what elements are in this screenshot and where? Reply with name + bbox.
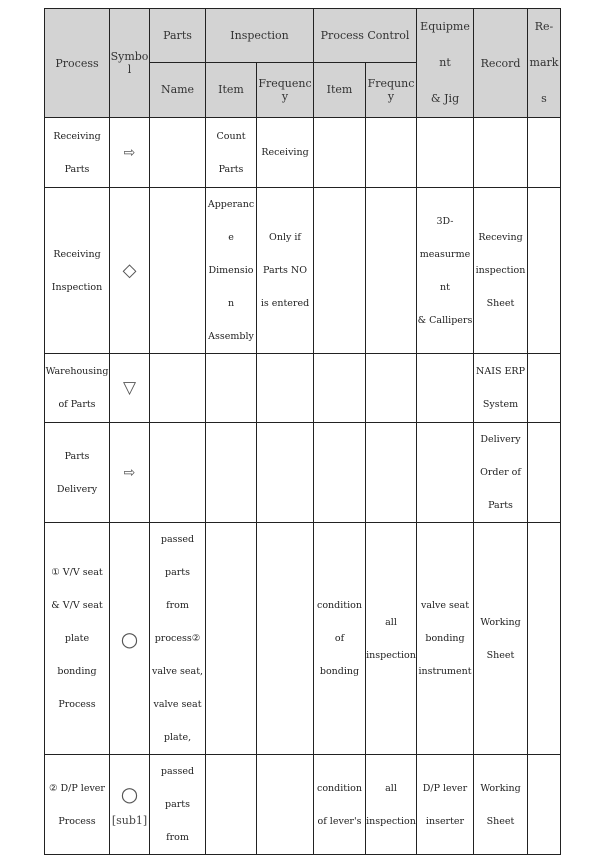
- cell-pc-item: condition of lever's: [314, 755, 366, 855]
- cell-remarks: [528, 188, 561, 354]
- cell-remarks: [528, 354, 561, 423]
- cell-pc-frequency: [366, 354, 417, 423]
- process-flow-table: [44, 8, 561, 855]
- table-row: [45, 755, 561, 855]
- cell-pc-frequency: all inspection: [366, 755, 417, 855]
- header-inspection: Inspection: [206, 9, 314, 63]
- cell-record: NAIS ERP System: [474, 354, 528, 423]
- cell-equipment: [417, 354, 474, 423]
- arrow-right-icon: ⇨: [123, 464, 136, 481]
- cell-pc-item: [314, 354, 366, 423]
- cell-parts-name: [150, 423, 206, 523]
- cell-symbol: [110, 423, 150, 523]
- cell-inspection-frequency: [257, 423, 314, 523]
- cell-inspection-frequency: Only if Parts NO is entered: [257, 188, 314, 354]
- sub-label: [sub1]: [111, 814, 148, 827]
- header-process: Process: [45, 9, 110, 118]
- cell-record: Delivery Order of Parts: [474, 423, 528, 523]
- table-row: [45, 423, 561, 523]
- cell-pc-item: [314, 188, 366, 354]
- cell-inspection-frequency: Receiving: [257, 118, 314, 188]
- header-remarks: Re- marks: [528, 9, 561, 118]
- cell-record: Working Sheet: [474, 755, 528, 855]
- cell-parts-name: passed parts from: [150, 755, 206, 855]
- cell-parts-name: [150, 118, 206, 188]
- cell-symbol: [110, 188, 150, 354]
- cell-inspection-frequency: [257, 755, 314, 855]
- cell-parts-name: [150, 188, 206, 354]
- table-row: [45, 523, 561, 755]
- cell-inspection-item: [206, 755, 257, 855]
- cell-remarks: [528, 118, 561, 188]
- cell-symbol: [110, 118, 150, 188]
- header-symbol: Symbol: [110, 9, 150, 118]
- circle-icon: ○: [120, 782, 139, 806]
- triangle-down-icon: ▽: [122, 378, 137, 398]
- cell-pc-frequency: [366, 423, 417, 523]
- cell-parts-name: passed parts from process② valve seat, valve seat plate,: [150, 523, 206, 755]
- cell-equipment: D/P lever inserter: [417, 755, 474, 855]
- arrow-right-icon: ⇨: [123, 144, 136, 161]
- cell-symbol: [110, 354, 150, 423]
- header-pc-item: Item: [314, 62, 366, 117]
- cell-equipment: 3D- measurment & Callipers: [417, 188, 474, 354]
- cell-symbol: [110, 755, 150, 855]
- table-row: [45, 354, 561, 423]
- header-process-control: Process Control: [314, 9, 417, 63]
- header-inspection-frequency: Frequency: [257, 62, 314, 117]
- table-header: [45, 9, 561, 118]
- cell-process: Receiving Parts: [45, 118, 110, 188]
- cell-inspection-frequency: [257, 354, 314, 423]
- cell-record: Working Sheet: [474, 523, 528, 755]
- cell-equipment: [417, 118, 474, 188]
- cell-inspection-item: Count Parts: [206, 118, 257, 188]
- cell-remarks: [528, 523, 561, 755]
- table-body: [45, 118, 561, 855]
- diamond-icon: ◇: [122, 260, 137, 281]
- cell-inspection-item: [206, 354, 257, 423]
- cell-equipment: [417, 423, 474, 523]
- cell-parts-name: [150, 354, 206, 423]
- cell-pc-frequency: [366, 188, 417, 354]
- table-row: [45, 118, 561, 188]
- circle-icon: ○: [120, 626, 139, 651]
- cell-pc-frequency: [366, 118, 417, 188]
- header-parts-name: Name: [150, 62, 206, 117]
- cell-pc-frequency: all inspection: [366, 523, 417, 755]
- header-record: Record: [474, 9, 528, 118]
- header-inspection-item: Item: [206, 62, 257, 117]
- table-row: [45, 188, 561, 354]
- cell-pc-item: [314, 423, 366, 523]
- cell-symbol: [110, 523, 150, 755]
- cell-inspection-item: [206, 523, 257, 755]
- cell-equipment: valve seat bonding instrument: [417, 523, 474, 755]
- header-parts: Parts: [150, 9, 206, 63]
- cell-pc-item: [314, 118, 366, 188]
- cell-inspection-item: [206, 423, 257, 523]
- cell-remarks: [528, 423, 561, 523]
- cell-process: ② D/P lever Process: [45, 755, 110, 855]
- cell-process: ① V/V seat & V/V seat plate bonding Process: [45, 523, 110, 755]
- cell-process: Warehousing of Parts: [45, 354, 110, 423]
- cell-pc-item: condition of bonding: [314, 523, 366, 755]
- cell-record: Receving inspection Sheet: [474, 188, 528, 354]
- cell-process: Parts Delivery: [45, 423, 110, 523]
- cell-inspection-frequency: [257, 523, 314, 755]
- cell-process: Receiving Inspection: [45, 188, 110, 354]
- header-equipment: Equipment & Jig: [417, 9, 474, 118]
- cell-inspection-item: Apperance Dimension Assembly: [206, 188, 257, 354]
- header-pc-frequency: Frequncy: [366, 62, 417, 117]
- cell-record: [474, 118, 528, 188]
- cell-remarks: [528, 755, 561, 855]
